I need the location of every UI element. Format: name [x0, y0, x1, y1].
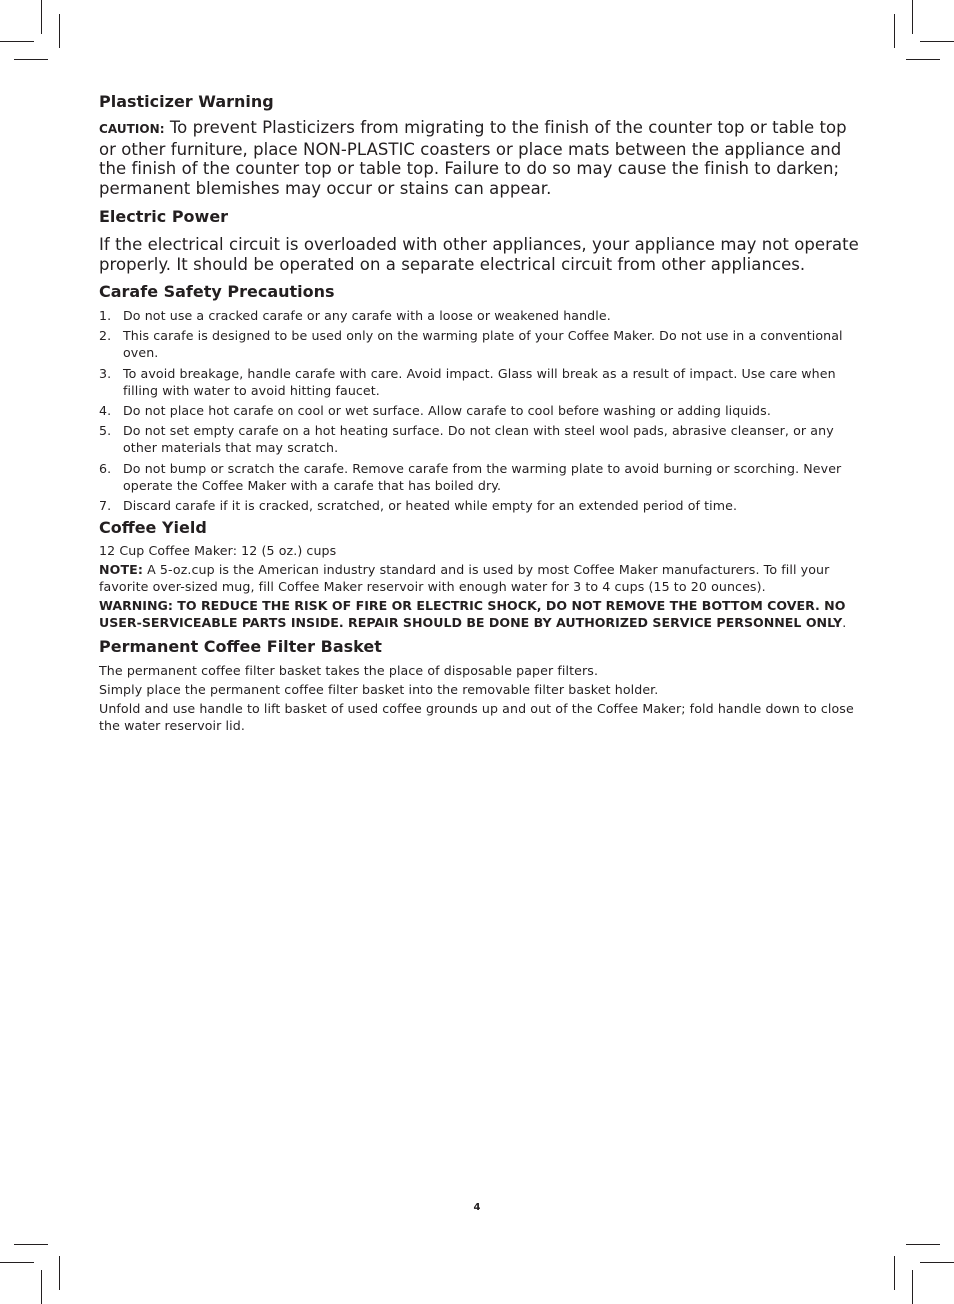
plasticizer-heading: Plasticizer Warning: [99, 92, 274, 111]
crop-mark: [41, 1270, 42, 1304]
yield-section: [99, 518, 859, 631]
plasticizer-caution: [99, 118, 859, 198]
crop-mark: [41, 0, 42, 34]
filter-paragraph: Simply place the permanent coffee filter basket into the removable filter basket holder.: [99, 682, 659, 698]
precautions-list: [99, 307, 859, 514]
note-label: NOTE:: [99, 562, 143, 578]
crop-mark: [912, 1270, 913, 1304]
crop-mark: [906, 59, 940, 60]
crop-mark: [59, 1256, 60, 1290]
carafe-section: [99, 282, 859, 514]
filter-heading: Permanent Coffee Filter Basket: [99, 637, 382, 657]
filter-paragraph: Unfold and use handle to lift basket of used coffee grounds up and out of the Coffee Maker; fold handle down to close the water reservoir lid.: [99, 701, 854, 734]
list-item: 3. To avoid breakage, handle carafe with care. Avoid impact. Glass will break as a result of impact. Use care when filling with water to avoid hitting faucet.: [99, 365, 836, 398]
caution-text: To prevent Plasticizers from migrating to the finish of the counter top or table top or other furniture, place NON-PLASTIC coasters or place mats between the appliance and the finish of the counter top or table top. Failure to do so may cause the finish to darken; permanent blemishes may occur or stains can appear.: [99, 118, 847, 198]
filter-paragraph: The permanent coffee filter basket takes the place of disposable paper filters.: [99, 663, 599, 679]
crop-mark: [0, 1262, 34, 1263]
page-content: [99, 92, 859, 736]
list-item: 7. Discard carafe if it is cracked, scratched, or heated while empty for an extended period of time.: [99, 498, 738, 514]
yield-heading: Coffee Yield: [99, 518, 207, 538]
page-number: 4: [473, 1202, 481, 1213]
crop-mark: [912, 0, 913, 34]
list-item: 6. Do not bump or scratch the carafe. Remove carafe from the warming plate to avoid burning or scorching. Never operate the Coffee Maker with a carafe that has boiled dry.: [99, 460, 842, 493]
yield-capacity: 12 Cup Coffee Maker: 12 (5 oz.) cups: [99, 543, 337, 559]
crop-mark: [14, 1244, 48, 1245]
crop-mark: [920, 1262, 954, 1263]
note-text: A 5-oz.cup is the American industry standard and is used by most Coffee Maker manufacturers. To fill your favorite over-sized mug, fill Coffee Maker reservoir with enough water for 3 to 4 cups (15 to 20 ounces).: [99, 562, 830, 595]
list-item: 2. This carafe is designed to be used only on the warming plate of your Coffee Maker. Do not use in a conventional oven.: [99, 328, 843, 361]
list-item: 5. Do not set empty carafe on a hot heating surface. Do not clean with steel wool pads, abrasive cleanser, or any other materials that may scratch.: [99, 423, 834, 456]
electric-heading: Electric Power: [99, 207, 229, 226]
carafe-heading: Carafe Safety Precautions: [99, 282, 335, 301]
filter-section: [99, 637, 859, 734]
crop-mark: [894, 1256, 895, 1290]
plasticizer-section: [99, 92, 859, 198]
electric-section: [99, 207, 859, 274]
electric-text: If the electrical circuit is overloaded with other appliances, your appliance may not operate properly. It should be operated on a separate electrical circuit from other appliances.: [99, 235, 859, 274]
crop-mark: [920, 41, 954, 42]
crop-mark: [59, 14, 60, 48]
crop-mark: [894, 14, 895, 48]
list-item: 1. Do not use a cracked carafe or any carafe with a loose or weakened handle.: [99, 308, 611, 323]
caution-label: CAUTION:: [99, 122, 165, 136]
crop-mark: [906, 1244, 940, 1245]
yield-warning: WARNING: TO REDUCE THE RISK OF FIRE OR ELECTRIC SHOCK, DO NOT REMOVE THE BOTTOM COVER. NO USER-SERVICEABLE PARTS INSIDE. REPAIR SHOULD BE DONE BY AUTHORIZED SERVICE PERSONNEL ONLY.: [99, 598, 847, 631]
yield-note: [99, 561, 859, 595]
list-item: 4. Do not place hot carafe on cool or wet surface. Allow carafe to cool before washing or adding liquids.: [99, 403, 771, 419]
crop-mark: [0, 41, 34, 42]
crop-mark: [14, 59, 48, 60]
